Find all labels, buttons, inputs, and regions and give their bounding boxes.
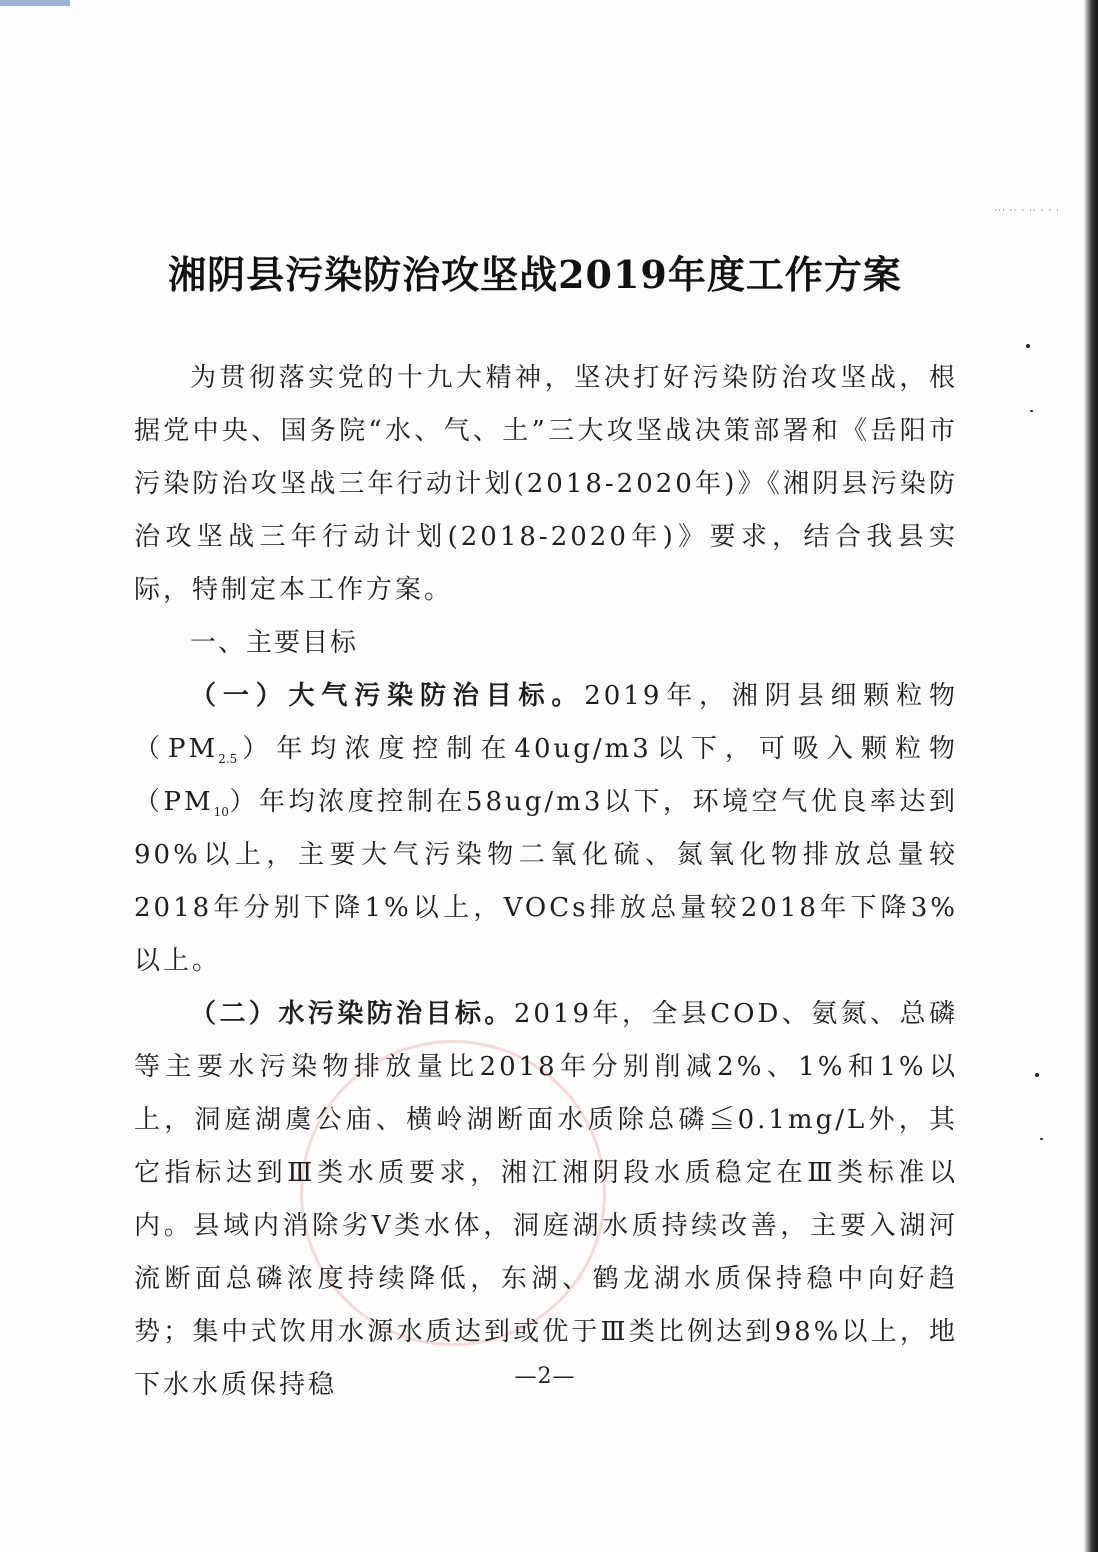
scan-speck: [1040, 1138, 1043, 1140]
air-text-3: ）年均浓度控制在58ug/m3以下，环境空气优良率达到90%以上，主要大气污染物二氧化硫、氮氧化物排放总量较2018年分别下降1%以上，VOCs排放总量较2018年下降3%以上。: [134, 787, 958, 976]
pm25-subscript: 2.5: [218, 752, 238, 767]
water-text: 2019年，全县COD、氨氮、总磷等主要水污染物排放量比2018年分别削减2%、1%和1%以上，洞庭湖虞公庙、横岭湖断面水质除总磷≦0.1mg/L外，其它指标达到Ⅲ类水质要求，湘江湘阴段水质稳定在Ⅲ类标准以内。县域内消除劣Ⅴ类水体，洞庭湖水质持续改善，主要入湖河流断面总磷浓度持续降低，东湖、鹤龙湖水质保持稳中向好趋势；集中式饮用水源水质达到或优于Ⅲ类比例达到98%以上，地下水水质保持稳: [134, 999, 958, 1400]
air-target-paragraph: [134, 670, 958, 988]
scan-corner-mark: [0, 0, 70, 6]
scan-speck: [1030, 410, 1033, 412]
water-target-paragraph: [134, 988, 958, 1412]
scan-speck: [1035, 1073, 1039, 1077]
section-heading: 一、主要目标: [190, 628, 359, 658]
air-text-2: ）年均浓度控制在40ug/m3以下，可吸入颗粒物（PM: [134, 734, 958, 817]
document-body: [134, 352, 958, 1412]
water-target-lead: （二）水污染防治目标。: [190, 999, 514, 1029]
scan-edge-shadow: [1084, 0, 1098, 1552]
scan-noise: ··· ·· · ·· · · ·: [994, 206, 1060, 216]
document-title: 湘阴县污染防治攻坚战2019年度工作方案: [168, 252, 902, 297]
intro-paragraph: 为贯彻落实党的十九大精神，坚决打好污染防治攻坚战，根据党中央、国务院“水、气、土”三大攻坚战决策部署和《岳阳市污染防治攻坚战三年行动计划(2018-2020年)》《湘阴县污染防治攻坚战三年行动计划(2018-2020年)》要求，结合我县实际，特制定本工作方案。: [134, 363, 958, 605]
air-text-1: 2019年，湘阴县细颗粒物（PM: [134, 681, 958, 764]
air-target-lead: （一）大气污染防治目标。: [190, 681, 585, 711]
scan-speck: [1026, 344, 1030, 348]
pm10-subscript: 10: [213, 805, 229, 820]
page-number: —2—: [514, 1364, 576, 1389]
